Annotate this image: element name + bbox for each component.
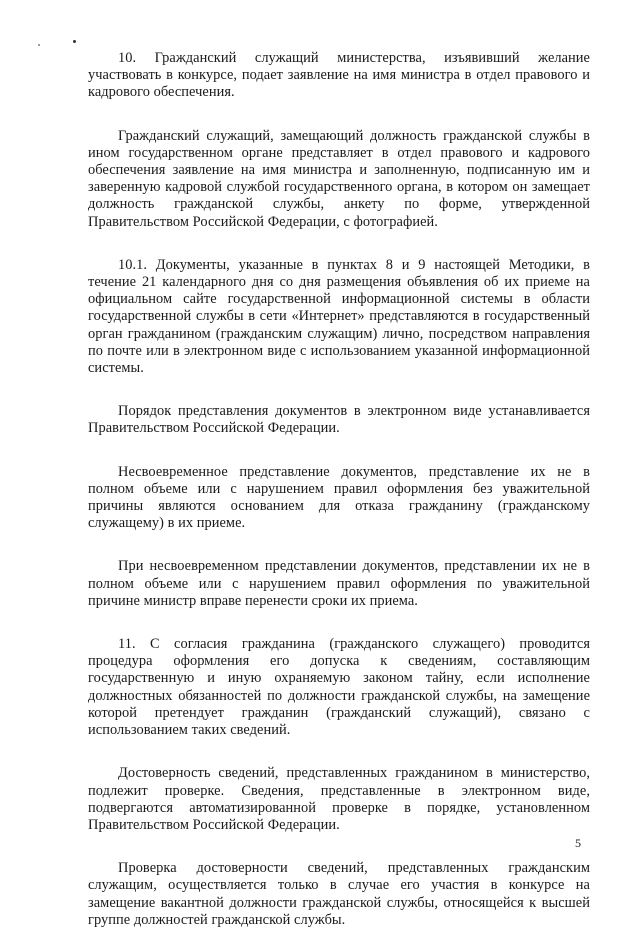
paragraph-late-submission-valid-reason: При несвоевременном представлении документов, представлении их не в полном объеме или с нарушением правил оформления по уважительной причине министр вправе перенести сроки их приема. [88, 558, 590, 609]
scan-speck [73, 40, 76, 43]
paragraph-verification: Достоверность сведений, представленных гражданином в министерство, подлежит проверке. Сведения, представленные в электронном виде, подвергаются автоматизированной проверке в порядке, установленном Правительством Российской Федерации. [88, 765, 590, 833]
page-number: 5 [575, 836, 581, 850]
paragraph-11: 11. С согласия гражданина (гражданского служащего) проводится процедура оформления его допуска к сведениям, составляющим государственную и иную охраняемую законом тайну, если исполнение должностных обязанностей по должности гражданской службы, на замещение которой претендует гражданин (гражданский служащий), связано с использованием таких сведений. [88, 636, 590, 739]
paragraph-10-1: 10.1. Документы, указанные в пунктах 8 и 9 настоящей Методики, в течение 21 календарного дня со дня размещения объявления об их приеме на официальном сайте государственной информационной системы в области государственной службы в сети «Интернет» представляются в государственный орган гражданином (гражданским служащим) лично, посредством направления по почте или в электронном виде с использованием указанной информационной системы. [88, 256, 590, 377]
paragraph-verification-scope: Проверка достоверности сведений, представленных гражданским служащим, осуществляется только в случае его участия в конкурсе на замещение вакантной должности гражданской службы, относящейся к высшей группе должностей гражданской службы. [88, 860, 590, 928]
paragraph-10: 10. Гражданский служащий министерства, изъявивший желание участвовать в конкурсе, подает заявление на имя министра в отдел правового и кадрового обеспечения. [88, 50, 590, 101]
paragraph-late-submission-refusal: Несвоевременное представление документов, представление их не в полном объеме или с нарушением правил оформления без уважительной причины являются основанием для отказа гражданину (гражданскому служащему) в их приеме. [88, 463, 590, 532]
paragraph-civil-servant-other-body: Гражданский служащий, замещающий должность гражданской службы в ином государственном органе представляет в отдел правового и кадрового обеспечения заявление на имя министра и заполненную, подписанную им и заверенную кадровой службой государственного органа, в котором он замещает должность гражданской службы, анкету по форме, утвержденной Правительством Российской Федерации, с фотографией. [88, 127, 590, 230]
scan-speck [38, 44, 40, 46]
paragraph-electronic-submission: Порядок представления документов в электронном виде устанавливается Правительством Российской Федерации. [88, 403, 590, 437]
document-body [88, 50, 590, 929]
